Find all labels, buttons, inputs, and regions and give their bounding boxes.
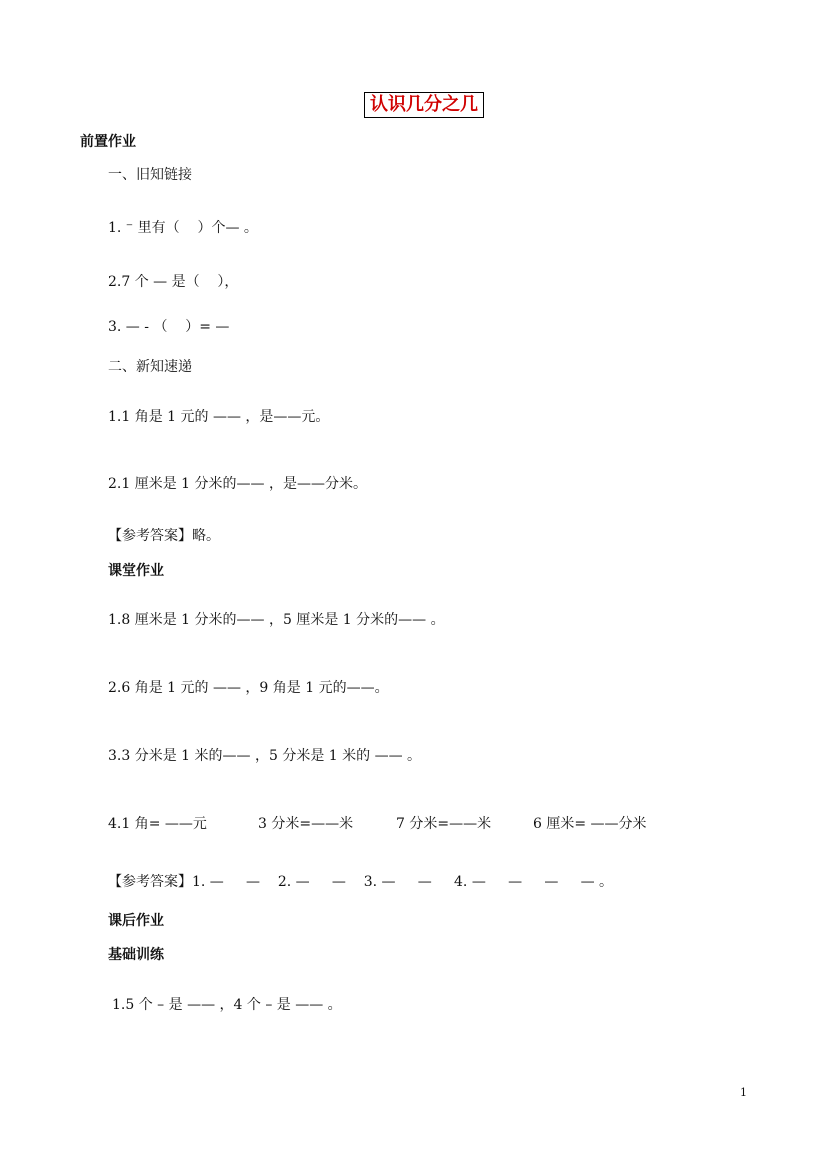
class-question-4c: 7 分米=——米 [396,816,492,832]
section-after-homework: 课后作业 [108,913,164,929]
review-heading: 一、旧知链接 [108,167,192,183]
new-heading: 二、新知速递 [108,359,192,375]
class-question-3: 3.3 分米是 1 米的—— ，5 分米是 1 米的 —— 。 [108,748,422,764]
basic-question-1: 1.5 个 – 是 —— ，4 个 – 是 —— 。 [112,997,342,1013]
review-question-1: 1. ⁻ 里有（ ）个— 。 [108,220,258,236]
answer-class: 【参考答案】1. — — 2. — — 3. — — 4. — — — — 。 [108,874,614,890]
basic-training-heading: 基础训练 [108,947,164,963]
class-question-2: 2.6 角是 1 元的 —— ，9 角是 1 元的——。 [108,680,389,696]
section-pre-homework: 前置作业 [80,134,136,150]
review-question-2: 2.7 个 — 是（ ）， [108,274,239,290]
class-question-4a: 4.1 角= ——元 [108,816,207,832]
review-question-3: 3. — - （ ）= — [108,319,230,335]
class-question-4b: 3 分米=——米 [258,816,354,832]
new-question-2: 2.1 厘米是 1 分米的—— ，是——分米。 [108,476,367,492]
class-question-1: 1.8 厘米是 1 分米的—— ，5 厘米是 1 分米的—— 。 [108,612,445,628]
section-class-homework: 课堂作业 [108,563,164,579]
document-title: 认识几分之几 [364,92,484,118]
page-number: 1 [740,1086,747,1099]
answer-pre: 【参考答案】略。 [108,528,220,544]
class-question-4d: 6 厘米= ——分米 [533,816,647,832]
new-question-1: 1.1 角是 1 元的 —— ，是——元。 [108,409,330,425]
